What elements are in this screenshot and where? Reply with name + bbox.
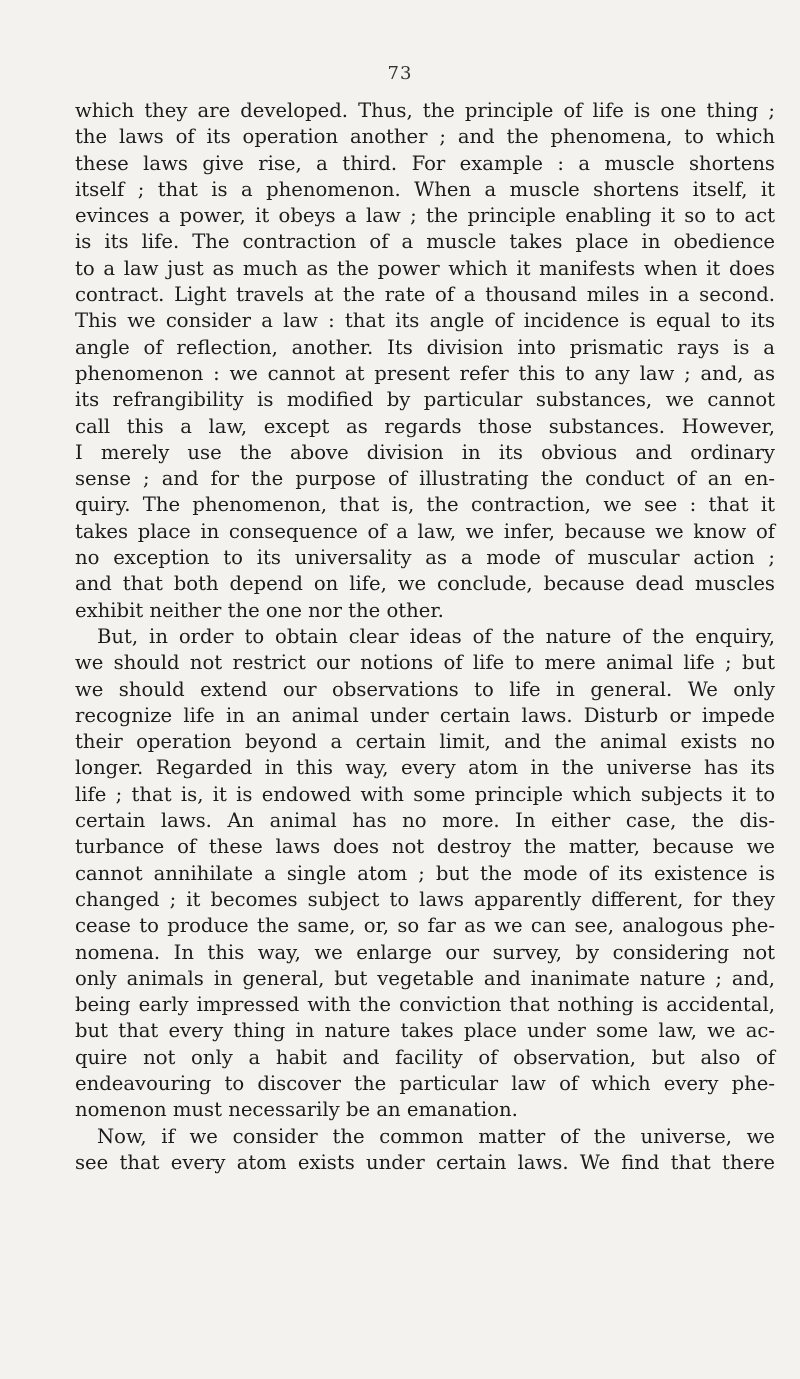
text-line: to a law just as much as the power which it manifests when it does: [75, 256, 775, 280]
text-line: Now, if we consider the common matter of the universe, we: [97, 1124, 775, 1148]
text-line: the laws of its operation another ; and the phenomena, to which: [75, 125, 775, 149]
text-line: only animals in general, but vegetable and inanimate nature ; and,: [75, 966, 775, 990]
text-line: itself ; that is a phenomenon. When a muscle shortens itself, it: [75, 177, 775, 201]
text-line: takes place in consequence of a law, we infer, because we know of: [75, 519, 775, 543]
text-line: cease to produce the same, or, so far as we can see, analogous phe-: [75, 914, 775, 938]
text-line: their operation beyond a certain limit, and the animal exists no: [75, 730, 775, 754]
text-line: changed ; it becomes subject to laws apparently different, for they: [75, 887, 775, 911]
text-line: but that every thing in nature takes place under some law, we ac-: [75, 1019, 775, 1043]
text-line: certain laws. An animal has no more. In either case, the dis-: [75, 809, 775, 833]
text-line: angle of reflection, another. Its division into prismatic rays is a: [75, 335, 775, 359]
text-line: cannot annihilate a single atom ; but the mode of its existence is: [75, 861, 775, 885]
text-line: quire not only a habit and facility of observation, but also of: [75, 1045, 775, 1069]
text-line: contract. Light travels at the rate of a thousand miles in a second.: [75, 283, 775, 307]
text-line: exhibit neither the one nor the other.: [75, 598, 444, 622]
text-line: nomenon must necessarily be an emanation.: [75, 1098, 518, 1122]
text-line: is its life. The contraction of a muscle takes place in obedience: [75, 230, 775, 254]
text-line: no exception to its universality as a mode of muscular action ;: [75, 546, 775, 570]
text-line: This we consider a law : that its angle of incidence is equal to its: [75, 309, 775, 333]
text-line: endeavouring to discover the particular law of which every phe-: [75, 1071, 775, 1095]
text-line: and that both depend on life, we conclude, because dead muscles: [75, 572, 775, 596]
text-line: life ; that is, it is endowed with some principle which subjects it to: [75, 782, 775, 806]
text-line: phenomenon : we cannot at present refer this to any law ; and, as: [75, 361, 775, 385]
text-line: quiry. The phenomenon, that is, the contraction, we see : that it: [75, 493, 775, 517]
text-line: recognize life in an animal under certain laws. Disturb or impede: [75, 703, 775, 727]
text-line: But, in order to obtain clear ideas of the nature of the enquiry,: [97, 624, 775, 648]
text-line: call this a law, except as regards those substances. However,: [75, 414, 775, 438]
text-line: I merely use the above division in its obvious and ordinary: [75, 440, 775, 464]
page-number: 73: [387, 63, 413, 84]
text-line: nomena. In this way, we enlarge our survey, by considering not: [75, 940, 775, 964]
body-text: [75, 98, 775, 1176]
text-line: see that every atom exists under certain laws. We find that there: [75, 1150, 775, 1174]
text-line: we should extend our observations to life in general. We only: [75, 677, 775, 701]
text-line: turbance of these laws does not destroy the matter, because we: [75, 835, 775, 859]
text-line: being early impressed with the conviction that nothing is accidental,: [75, 993, 775, 1017]
text-line: evinces a power, it obeys a law ; the principle enabling it so to act: [75, 204, 775, 228]
text-line: longer. Regarded in this way, every atom in the universe has its: [75, 756, 775, 780]
text-line: we should not restrict our notions of life to mere animal life ; but: [75, 651, 775, 675]
text-line: sense ; and for the purpose of illustrating the conduct of an en-: [75, 467, 775, 491]
text-line: these laws give rise, a third. For example : a muscle shortens: [75, 151, 775, 175]
text-line: which they are developed. Thus, the principle of life is one thing ;: [75, 99, 775, 122]
text-line: its refrangibility is modified by particular substances, we cannot: [75, 388, 775, 412]
